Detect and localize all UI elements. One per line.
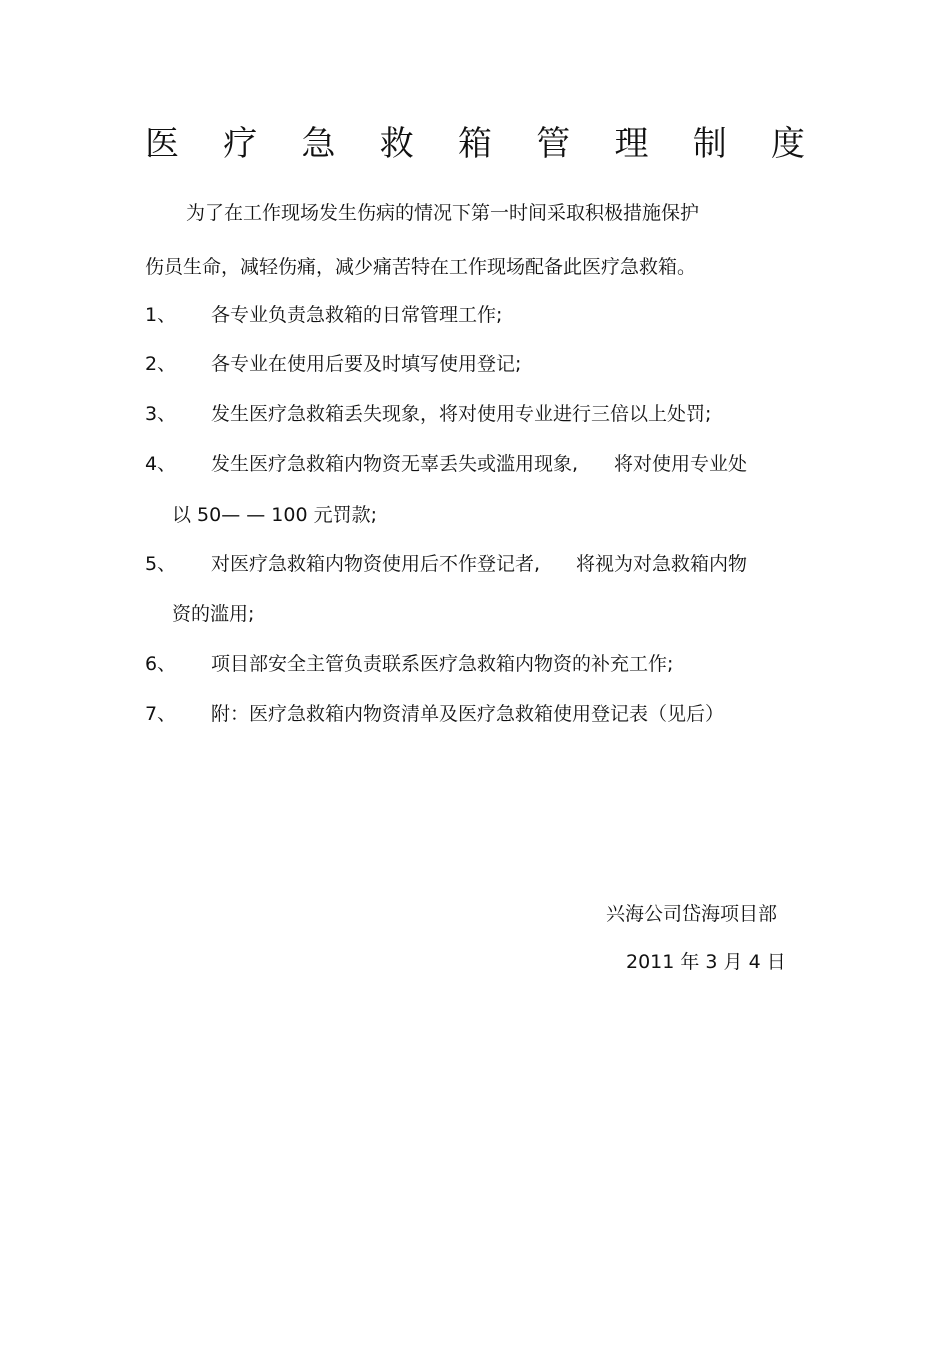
title-char: 疗 xyxy=(223,124,258,164)
intro-line-2: 伤员生命，减轻伤痛，减少痛苦特在工作现场配备此医疗急救箱。 xyxy=(145,256,697,278)
title-char: 救 xyxy=(379,124,414,164)
title-char: 度 xyxy=(771,124,805,164)
item-text: 各专业负责急救箱的日常管理工作; xyxy=(211,304,503,326)
signature-date: 2011 年 3 月 4 日 xyxy=(626,951,786,973)
item-number: 2、 xyxy=(145,353,177,375)
item-text xyxy=(211,550,747,578)
title-char: 急 xyxy=(301,124,336,164)
item-text: 发生医疗急救箱丢失现象，将对使用专业进行三倍以上处罚; xyxy=(211,403,712,425)
item-text: 各专业在使用后要及时填写使用登记; xyxy=(211,353,522,375)
item-continuation: 以 50— — 100 元罚款; xyxy=(172,504,378,526)
title-char: 医 xyxy=(145,124,179,164)
title-char: 制 xyxy=(692,124,727,164)
item-number: 7、 xyxy=(145,703,177,725)
item-number: 4、 xyxy=(145,453,177,475)
title-char: 管 xyxy=(536,124,571,164)
item-number: 6、 xyxy=(145,653,177,675)
item-number: 3、 xyxy=(145,403,177,425)
title-char: 理 xyxy=(614,124,649,164)
item-text-part: 发生医疗急救箱内物资无辜丢失或滥用现象, xyxy=(211,453,579,475)
title-char: 箱 xyxy=(458,124,492,164)
page-title xyxy=(145,120,805,168)
item-text-part: 将对使用专业处 xyxy=(614,453,748,475)
signature-organization: 兴海公司岱海项目部 xyxy=(606,903,778,925)
item-text xyxy=(211,450,747,478)
item-number: 5、 xyxy=(145,553,177,575)
item-number: 1、 xyxy=(145,304,177,326)
item-text: 附：医疗急救箱内物资清单及医疗急救箱使用登记表（见后） xyxy=(211,703,725,725)
item-text-part: 对医疗急救箱内物资使用后不作登记者, xyxy=(211,553,541,575)
intro-line-1: 为了在工作现场发生伤病的情况下第一时间采取积极措施保护 xyxy=(186,202,700,224)
item-text-part: 将视为对急救箱内物 xyxy=(576,553,748,575)
item-text: 项目部安全主管负责联系医疗急救箱内物资的补充工作; xyxy=(211,653,674,675)
item-continuation: 资的滥用; xyxy=(172,603,255,625)
